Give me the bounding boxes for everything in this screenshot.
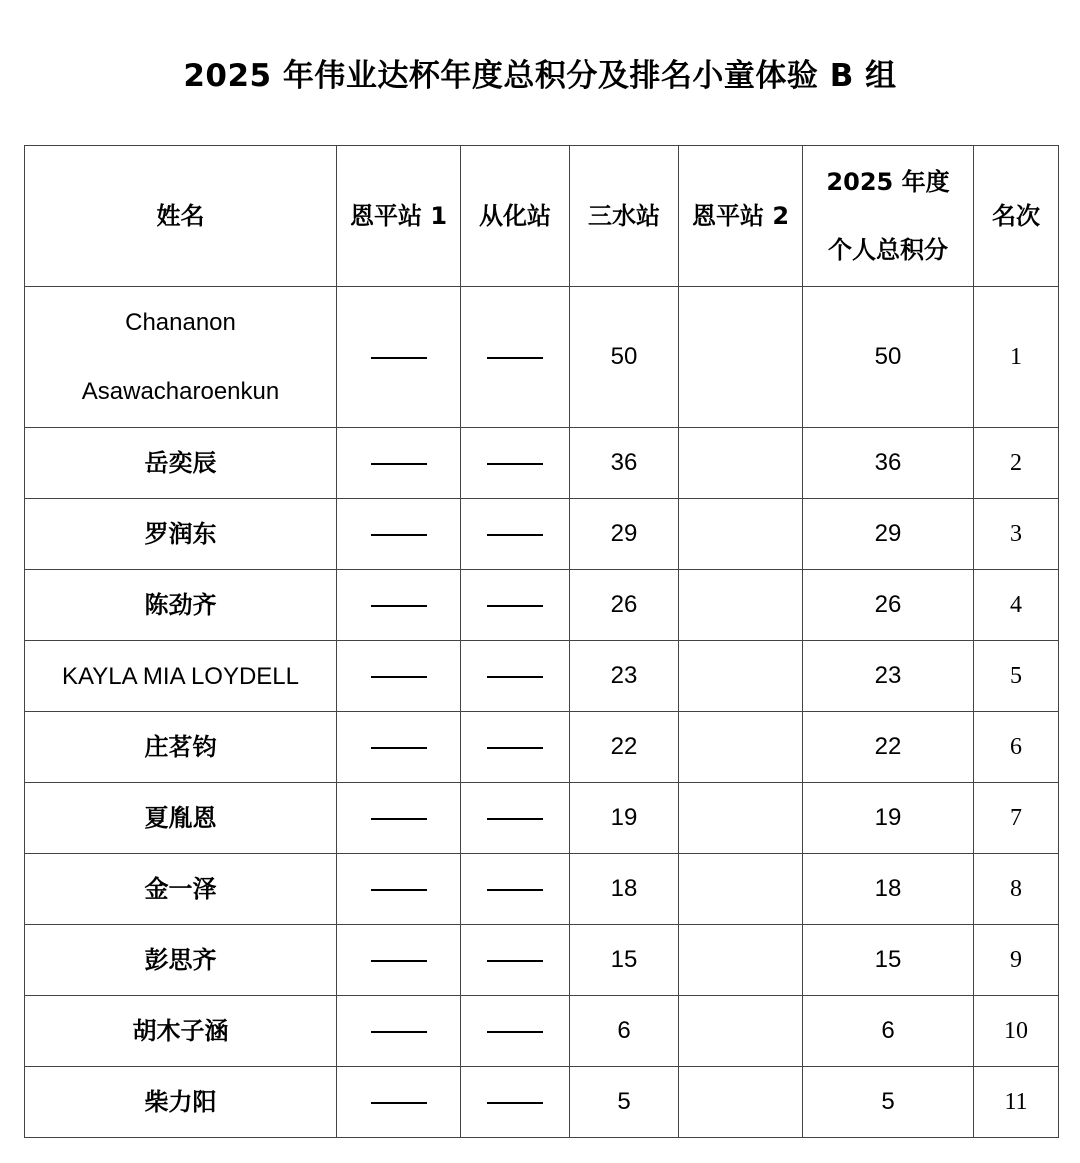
rank-value: 2 xyxy=(974,428,1059,499)
table-row xyxy=(25,996,1059,1067)
sanshui-score: 5 xyxy=(570,1067,679,1138)
player-name: 岳奕辰 xyxy=(25,428,337,499)
player-name: 夏胤恩 xyxy=(25,783,337,854)
header-total: 2025 年度个人总积分 xyxy=(803,146,974,287)
header-name: 姓名 xyxy=(25,146,337,287)
table-row xyxy=(25,287,1059,428)
enping-1-score xyxy=(337,854,461,925)
dash-mark xyxy=(487,1031,543,1033)
player-name: 金一泽 xyxy=(25,854,337,925)
document-title: 2025 年伟业达杯年度总积分及排名小童体验 B 组 xyxy=(183,58,897,94)
enping-2-score xyxy=(679,712,803,783)
enping-1-score xyxy=(337,570,461,641)
total-score: 15 xyxy=(803,925,974,996)
dash-mark xyxy=(371,1102,427,1104)
total-score: 29 xyxy=(803,499,974,570)
player-name: 柴力阳 xyxy=(25,1067,337,1138)
dash-mark xyxy=(487,534,543,536)
total-score: 36 xyxy=(803,428,974,499)
player-name: KAYLA MIA LOYDELL xyxy=(25,641,337,712)
sanshui-score: 23 xyxy=(570,641,679,712)
dash-mark xyxy=(487,463,543,465)
dash-mark xyxy=(371,1031,427,1033)
table-row xyxy=(25,783,1059,854)
total-score: 26 xyxy=(803,570,974,641)
sanshui-score: 15 xyxy=(570,925,679,996)
table-row xyxy=(25,854,1059,925)
header-enping-2: 恩平站 2 xyxy=(679,146,803,287)
conghua-score xyxy=(461,783,570,854)
total-score: 23 xyxy=(803,641,974,712)
player-name: 罗润东 xyxy=(25,499,337,570)
conghua-score xyxy=(461,287,570,428)
dash-mark xyxy=(487,357,543,359)
conghua-score xyxy=(461,925,570,996)
enping-1-score xyxy=(337,783,461,854)
table-row xyxy=(25,925,1059,996)
player-name: 庄茗钧 xyxy=(25,712,337,783)
rank-value: 7 xyxy=(974,783,1059,854)
ranking-table xyxy=(24,145,1059,1138)
header-sanshui: 三水站 xyxy=(570,146,679,287)
sanshui-score: 36 xyxy=(570,428,679,499)
enping-2-score xyxy=(679,287,803,428)
conghua-score xyxy=(461,641,570,712)
total-score: 22 xyxy=(803,712,974,783)
rank-value: 8 xyxy=(974,854,1059,925)
rank-value: 10 xyxy=(974,996,1059,1067)
dash-mark xyxy=(487,747,543,749)
total-score: 18 xyxy=(803,854,974,925)
dash-mark xyxy=(371,818,427,820)
enping-1-score xyxy=(337,428,461,499)
enping-2-score xyxy=(679,783,803,854)
sanshui-score: 6 xyxy=(570,996,679,1067)
enping-1-score xyxy=(337,499,461,570)
rank-value: 4 xyxy=(974,570,1059,641)
dash-mark xyxy=(371,676,427,678)
sanshui-score: 29 xyxy=(570,499,679,570)
enping-1-score xyxy=(337,641,461,712)
dash-mark xyxy=(487,818,543,820)
header-enping-1: 恩平站 1 xyxy=(337,146,461,287)
enping-2-score xyxy=(679,854,803,925)
player-name: 胡木子涵 xyxy=(25,996,337,1067)
enping-2-score xyxy=(679,641,803,712)
header-conghua: 从化站 xyxy=(461,146,570,287)
sanshui-score: 19 xyxy=(570,783,679,854)
rank-value: 11 xyxy=(974,1067,1059,1138)
total-score: 6 xyxy=(803,996,974,1067)
rank-value: 6 xyxy=(974,712,1059,783)
enping-2-score xyxy=(679,428,803,499)
conghua-score xyxy=(461,1067,570,1138)
conghua-score xyxy=(461,712,570,783)
dash-mark xyxy=(487,605,543,607)
table-row xyxy=(25,641,1059,712)
table-row xyxy=(25,712,1059,783)
table-row xyxy=(25,499,1059,570)
enping-2-score xyxy=(679,925,803,996)
enping-1-score xyxy=(337,712,461,783)
dash-mark xyxy=(371,747,427,749)
dash-mark xyxy=(487,1102,543,1104)
dash-mark xyxy=(371,605,427,607)
player-name: 彭思齐 xyxy=(25,925,337,996)
player-name: 陈劲齐 xyxy=(25,570,337,641)
dash-mark xyxy=(371,960,427,962)
enping-2-score xyxy=(679,996,803,1067)
rank-value: 5 xyxy=(974,641,1059,712)
enping-1-score xyxy=(337,1067,461,1138)
dash-mark xyxy=(487,889,543,891)
conghua-score xyxy=(461,996,570,1067)
dash-mark xyxy=(487,960,543,962)
total-score: 19 xyxy=(803,783,974,854)
conghua-score xyxy=(461,499,570,570)
sanshui-score: 50 xyxy=(570,287,679,428)
header-rank: 名次 xyxy=(974,146,1059,287)
dash-mark xyxy=(371,534,427,536)
table-body xyxy=(25,287,1059,1138)
player-name: Chananon Asawacharoenkun xyxy=(25,287,337,428)
dash-mark xyxy=(371,463,427,465)
dash-mark xyxy=(487,676,543,678)
dash-mark xyxy=(371,889,427,891)
enping-2-score xyxy=(679,1067,803,1138)
rank-value: 1 xyxy=(974,287,1059,428)
sanshui-score: 18 xyxy=(570,854,679,925)
enping-1-score xyxy=(337,925,461,996)
sanshui-score: 26 xyxy=(570,570,679,641)
table-row xyxy=(25,1067,1059,1138)
header-row xyxy=(25,146,1059,287)
enping-1-score xyxy=(337,996,461,1067)
table-row xyxy=(25,428,1059,499)
sanshui-score: 22 xyxy=(570,712,679,783)
rank-value: 9 xyxy=(974,925,1059,996)
total-score: 5 xyxy=(803,1067,974,1138)
conghua-score xyxy=(461,428,570,499)
conghua-score xyxy=(461,570,570,641)
enping-2-score xyxy=(679,570,803,641)
enping-1-score xyxy=(337,287,461,428)
conghua-score xyxy=(461,854,570,925)
enping-2-score xyxy=(679,499,803,570)
dash-mark xyxy=(371,357,427,359)
total-score: 50 xyxy=(803,287,974,428)
table-row xyxy=(25,570,1059,641)
rank-value: 3 xyxy=(974,499,1059,570)
